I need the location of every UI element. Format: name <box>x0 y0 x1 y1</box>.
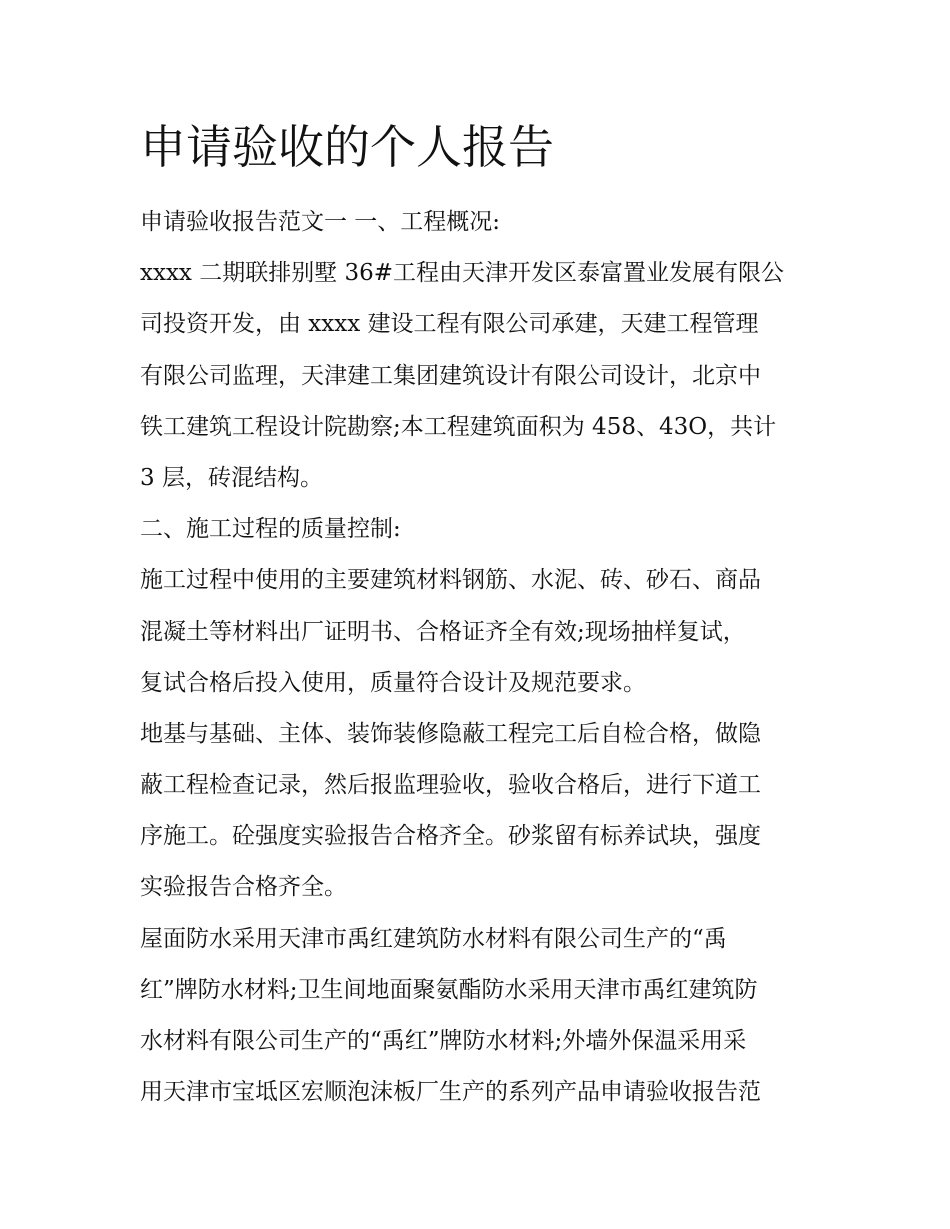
text-line: 混凝土等材料出厂证明书、合格证齐全有效;现场抽样复试， <box>140 618 746 645</box>
text-line: xxxx 二期联排别墅 36#工程由天津开发区泰富置业发展有限公 <box>140 260 785 287</box>
text-line: 蔽工程检查记录，然后报监理验收，验收合格后，进行下道工 <box>140 772 761 799</box>
document-body <box>140 197 820 1118</box>
text-line: 用天津市宝坻区宏顺泡沫板厂生产的系列产品申请验收报告范 <box>140 1079 761 1106</box>
text-line: 序施工。砼强度实验报告合格齐全。砂浆留有标养试块，强度 <box>140 823 761 850</box>
document-title: 申请验收的个人报告 <box>140 120 554 174</box>
text-line: 有限公司监理，天津建工集团建筑设计有限公司设计，北京中 <box>140 362 761 389</box>
text-line: 复试合格后投入使用，质量符合设计及规范要求。 <box>140 669 646 696</box>
text-line: 水材料有限公司生产的“禹红”牌防水材料;外墙外保温采用采 <box>140 1028 747 1054</box>
text-line: 铁工建筑工程设计院勘察;本工程建筑面积为 458、43O，共计 <box>140 413 777 440</box>
text-line: 施工过程中使用的主要建筑材料钢筋、水泥、砖、砂石、商品 <box>140 567 761 594</box>
text-line: 3 层，砖混结构。 <box>140 464 323 491</box>
text-line: 二、施工过程的质量控制: <box>140 516 401 543</box>
text-line: 地基与基础、主体、装饰装修隐蔽工程完工后自检合格，做隐 <box>140 720 761 747</box>
text-line: 红”牌防水材料;卫生间地面聚氨酯防水采用天津市禹红建筑防 <box>140 976 758 1003</box>
text-line: 申请验收报告范文一 一、工程概况: <box>140 209 501 235</box>
text-line: 实验报告合格齐全。 <box>140 874 347 901</box>
text-line: 屋面防水采用天津市禹红建筑防水材料有限公司生产的“禹 <box>140 925 727 952</box>
text-line: 司投资开发，由 xxxx 建设工程有限公司承建，天建工程管理 <box>140 311 759 338</box>
